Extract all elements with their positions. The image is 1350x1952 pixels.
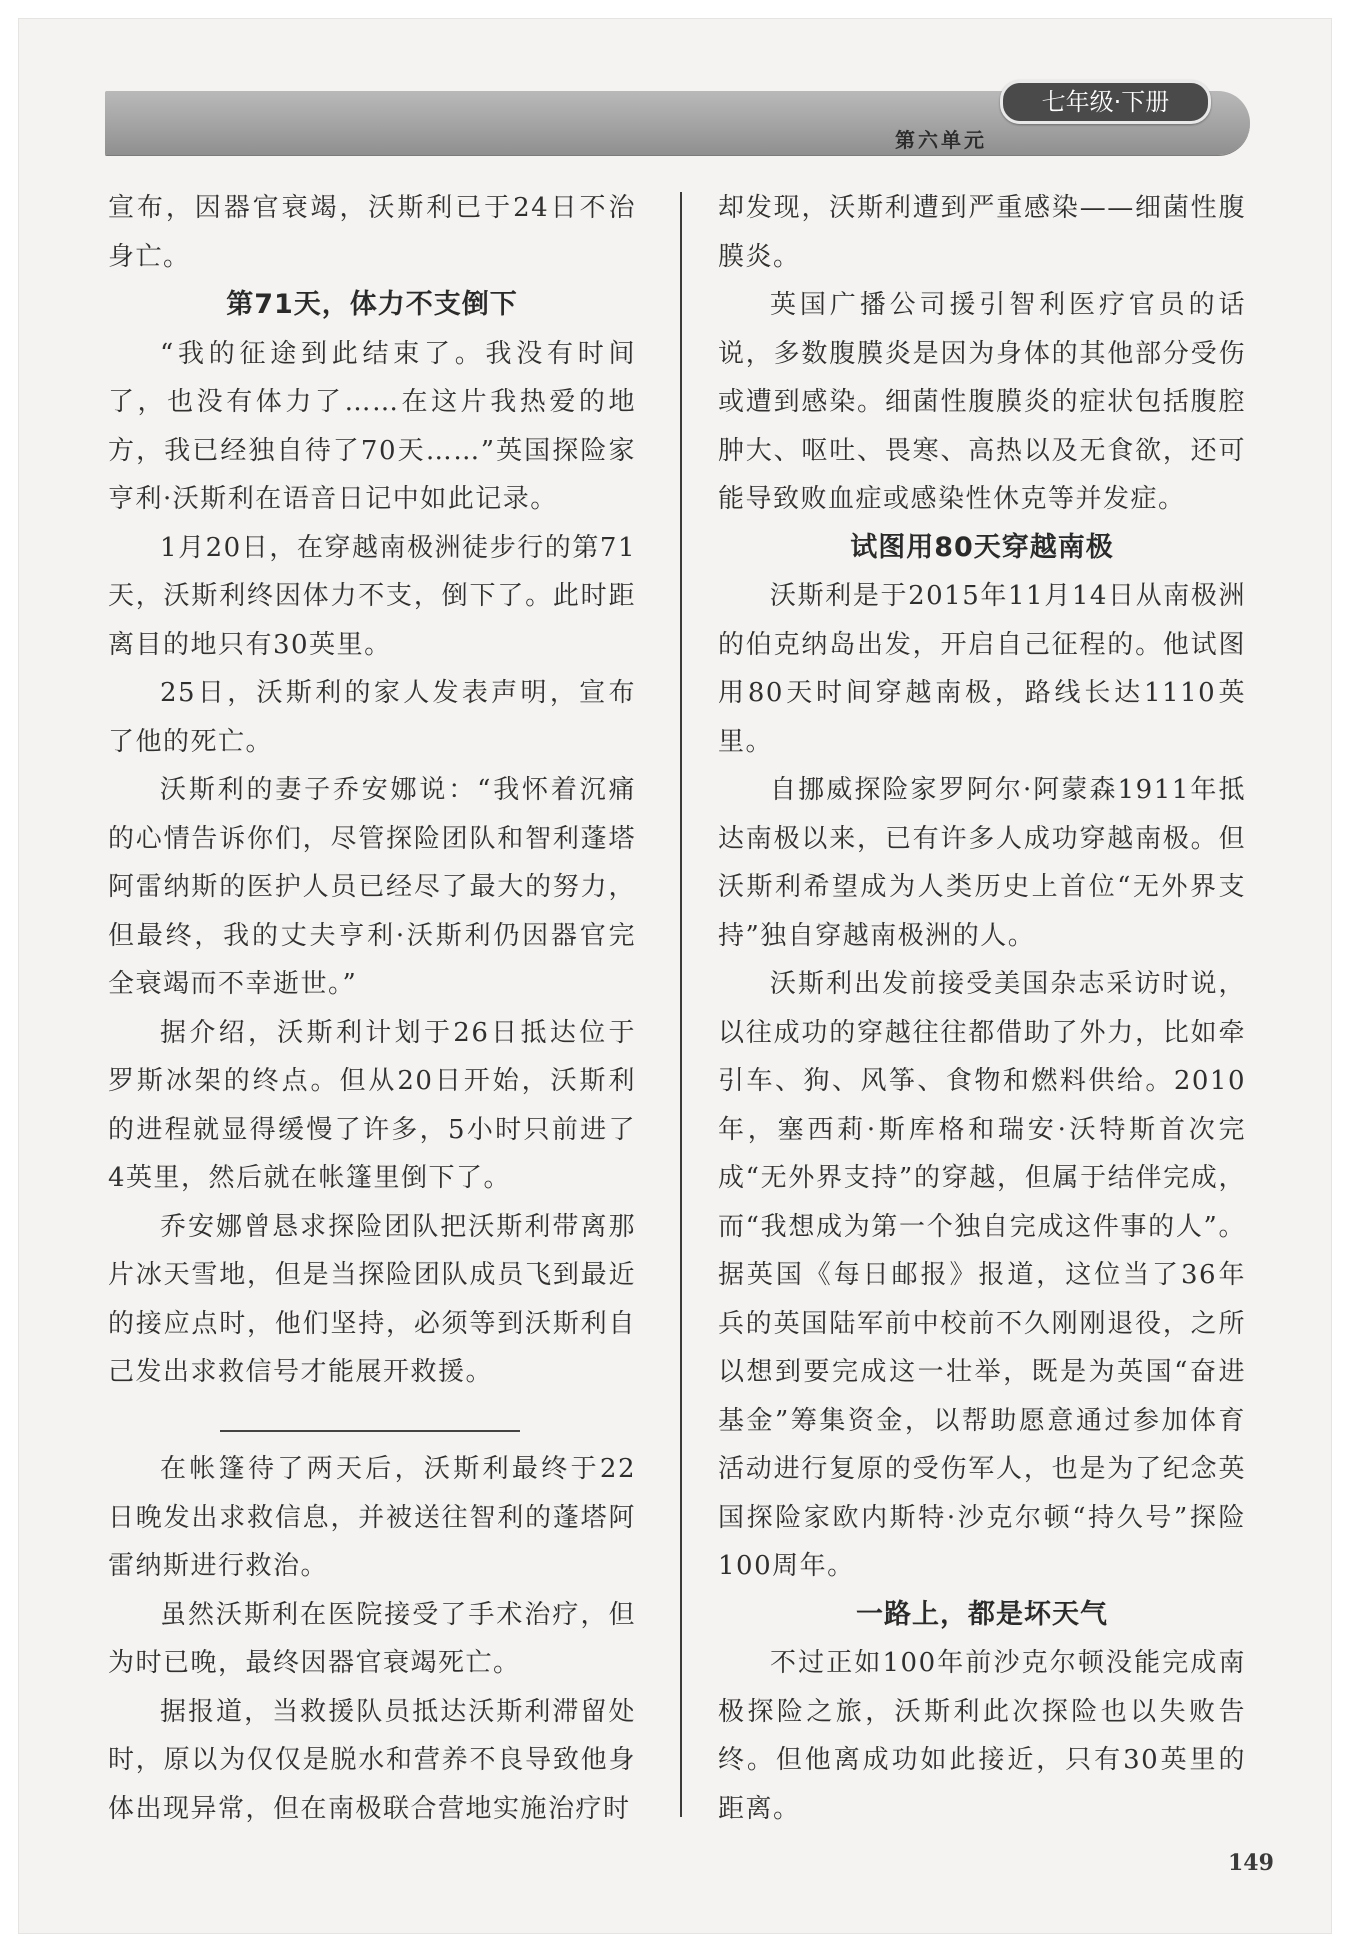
paragraph: 不过正如100年前沙克尔顿没能完成南极探险之旅，沃斯利此次探险也以失败告终。但他离成功如此接近，只有30英里的距离。 [718,1648,1246,1824]
left-column [108,184,636,1833]
paragraph: 沃斯利是于2015年11月14日从南极洲的伯克纳岛出发，开启自己征程的。他试图用80天时间穿越南极，路线长达1110英里。 [718,581,1246,757]
paragraph: 据介绍，沃斯利计划于26日抵达位于罗斯冰架的终点。但从20日开始，沃斯利的进程就显得缓慢了许多，5小时只前进了4英里，然后就在帐篷里倒下了。 [108,1017,636,1193]
paragraph: 却发现，沃斯利遭到严重感染——细菌性腹膜炎。 [718,193,1246,272]
section-heading: 第71天，体力不支倒下 [226,289,518,320]
paragraph: “我的征途到此结束了。我没有时间了，也没有体力了……在这片我热爱的地方，我已经独自待了70天……”英国探险家亨利·沃斯利在语音日记中如此记录。 [108,338,636,514]
paragraph: 1月20日，在穿越南极洲徒步行的第71天，沃斯利终因体力不支，倒下了。此时距离目的地只有30英里。 [108,532,636,660]
section-heading: 试图用80天穿越南极 [850,531,1114,563]
page-number: 149 [1228,1850,1274,1876]
paragraph: 在帐篷待了两天后，沃斯利最终于22日晚发出求救信息，并被送往智利的蓬塔阿雷纳斯进行救治。 [108,1454,636,1581]
section-divider [108,1397,636,1446]
paragraph: 宣布，因器官衰竭，沃斯利已于24日不治身亡。 [108,193,636,272]
paragraph: 据报道，当救援队员抵达沃斯利滞留处时，原以为仅仅是脱水和营养不良导致他身体出现异常，但在南极联合营地实施治疗时 [108,1696,636,1824]
right-column [718,184,1246,1833]
paragraph: 自挪威探险家罗阿尔·阿蒙森1911年抵达南极以来，已有许多人成功穿越南极。但沃斯利希望成为人类历史上首位“无外界支持”独自穿越南极洲的人。 [718,775,1246,951]
paragraph: 乔安娜曾恳求探险团队把沃斯利带离那片冰天雪地，但是当探险团队成员飞到最近的接应点时，他们坚持，必须等到沃斯利自己发出求救信号才能展开救援。 [108,1211,636,1387]
paragraph: 沃斯利出发前接受美国杂志采访时说，以往成功的穿越往往都借助了外力，比如牵引车、狗、风筝、食物和燃料供给。2010年，塞西莉·斯库格和瑞安·沃特斯首次完成“无外界支持”的穿越，但属于结伴完成，而“我想成为第一个独自完成这件事的人”。据英国《每日邮报》报道，这位当了36年兵的英国陆军前中校前不久刚刚退役，之所以想到要完成这一壮举，既是为英国“奋进基金”筹集资金，以帮助愿意通过参加体育活动进行复原的受伤军人，也是为了纪念英国探险家欧内斯特·沙克尔顿“持久号”探险100周年。 [718,969,1246,1581]
grade-label: 七年级·下册 [1000,80,1211,124]
unit-label: 第六单元 [895,128,987,152]
paragraph: 虽然沃斯利在医院接受了手术治疗，但为时已晚，最终因器官衰竭死亡。 [108,1599,636,1678]
paragraph: 25日，沃斯利的家人发表声明，宣布了他的死亡。 [108,678,636,757]
paragraph: 沃斯利的妻子乔安娜说：“我怀着沉痛的心情告诉你们，尽管探险团队和智利蓬塔阿雷纳斯的医护人员已经尽了最大的努力，但最终，我的丈夫亨利·沃斯利仍因器官完全衰竭而不幸逝世。” [108,775,636,999]
column-divider [680,192,682,1817]
section-heading: 一路上，都是坏天气 [856,1598,1108,1630]
paragraph: 英国广播公司援引智利医疗官员的话说，多数腹膜炎是因为身体的其他部分受伤或遭到感染。细菌性腹膜炎的症状包括腹腔肿大、呕吐、畏寒、高热以及无食欲，还可能导致败血症或感染性休克等并发症。 [718,290,1246,514]
